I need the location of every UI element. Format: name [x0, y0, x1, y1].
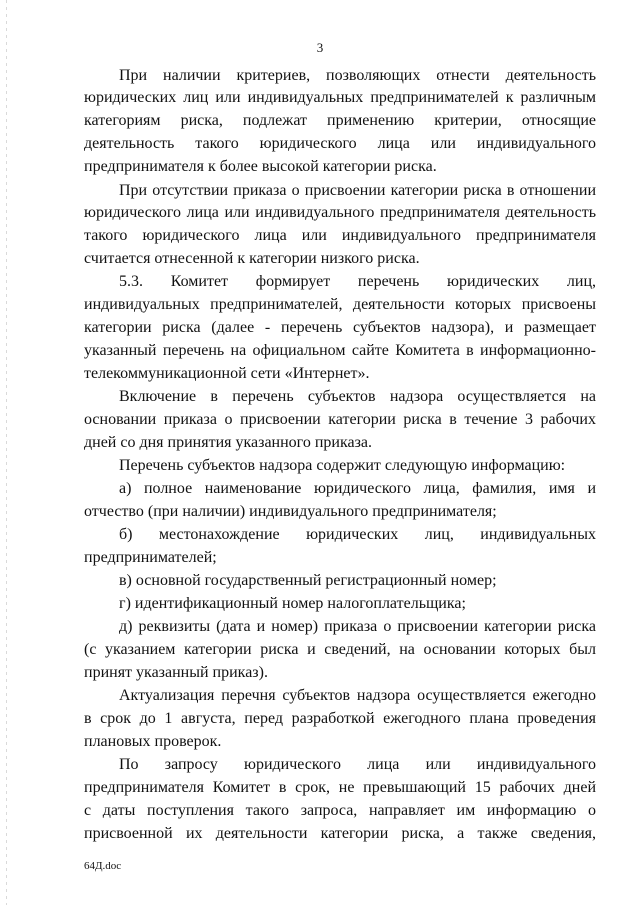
text-line: указанный перечень на официальном сайте Комитета в информационно-: [84, 342, 596, 359]
text-line: По запросу юридического лица или индивидуального: [119, 756, 596, 773]
text-line: отчество (при наличии) индивидуального предпринимателя;: [84, 503, 497, 520]
text-line: г) идентификационный номер налогоплательщика;: [119, 595, 466, 612]
text-line: дней со дня принятия указанного приказа.: [84, 434, 373, 451]
text-line: в срок до 1 августа, перед разработкой ежегодного плана проведения: [84, 710, 596, 727]
text-line: в) основной государственный регистрационный номер;: [119, 572, 497, 589]
text-line: При наличии критериев, позволяющих отнести деятельность: [119, 67, 596, 84]
text-line: деятельность такого юридического лица или индивидуального: [84, 135, 596, 152]
text-line: предпринимателей;: [84, 549, 217, 566]
text-line: плановых проверок.: [84, 733, 222, 750]
footer-filename: 64Д.doc: [84, 860, 122, 872]
text-line: 5.3. Комитет формирует перечень юридических лиц,: [119, 273, 596, 290]
text-line: считается отнесенной к категории низкого риска.: [84, 250, 420, 267]
text-line: б) местонахождение юридических лиц, индивидуальных: [119, 526, 596, 543]
text-line: категориям риска, подлежат применению критерии, относящие: [84, 112, 596, 129]
text-line: Актуализация перечня субъектов надзора осуществляется ежегодно: [119, 687, 596, 704]
text-line: категории риска (далее - перечень субъектов надзора), и размещает: [84, 319, 596, 336]
text-line: с даты поступления такого запроса, направляет им информацию о: [84, 802, 596, 819]
text-line: юридического лица или индивидуального предпринимателя деятельность: [84, 204, 596, 221]
text-line: Включение в перечень субъектов надзора осуществляется на: [119, 388, 596, 405]
text-line: индивидуальных предпринимателей, деятельности которых присвоены: [84, 296, 596, 313]
scan-edge: [6, 0, 7, 905]
text-line: основании приказа о присвоении категории риска в течение 3 рабочих: [84, 411, 596, 428]
page-number: 3: [316, 40, 324, 55]
text-line: предпринимателя к более высокой категории риска.: [84, 158, 437, 175]
text-line: При отсутствии приказа о присвоении категории риска в отношении: [119, 182, 596, 199]
text-line: юридических лиц или индивидуальных предпринимателей к различным: [84, 89, 596, 106]
text-line: принят указанный приказ).: [84, 664, 268, 681]
text-line: (с указанием категории риска и сведений, на основании которых был: [84, 641, 596, 658]
text-line: Перечень субъектов надзора содержит следующую информацию:: [119, 457, 566, 474]
text-line: д) реквизиты (дата и номер) приказа о присвоении категории риска: [119, 618, 596, 635]
text-line: телекоммуникационной сети «Интернет».: [84, 365, 370, 382]
text-line: а) полное наименование юридического лица, фамилия, имя и: [119, 480, 596, 497]
text-line: присвоенной их деятельности категории риска, а также сведения,: [84, 825, 596, 842]
text-line: предпринимателя Комитет в срок, не превышающий 15 рабочих дней: [84, 779, 596, 796]
text-line: такого юридического лица или индивидуального предпринимателя: [84, 227, 596, 244]
